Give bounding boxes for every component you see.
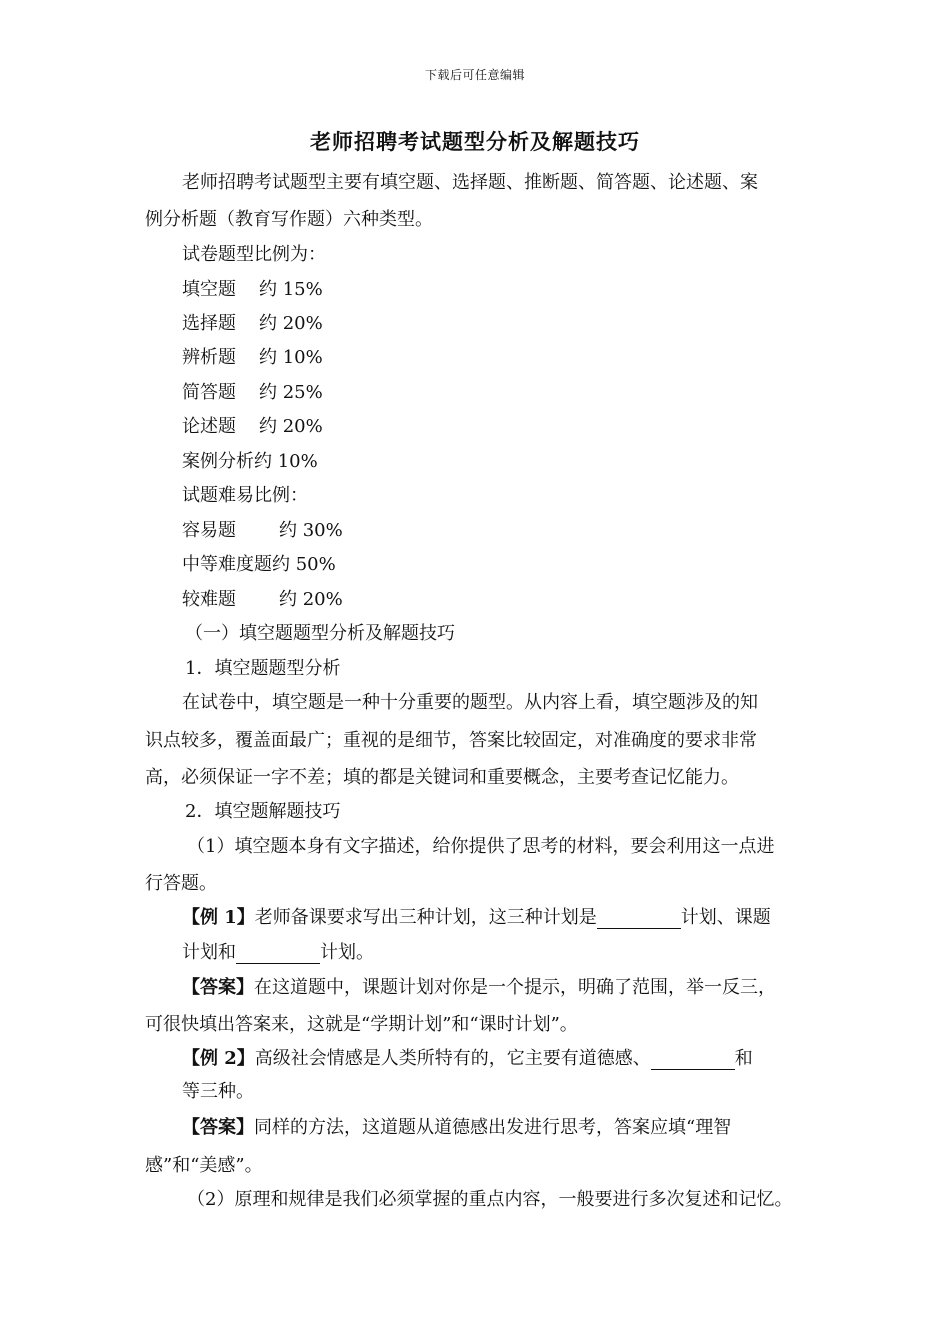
answer-blank [236,945,320,964]
subsection-heading: 1．填空题题型分析 [185,658,341,679]
example-text: 计划、课题 [680,907,771,928]
type-ratio-row [182,279,323,301]
type-ratio-row [182,416,323,438]
difficulty-value: 约 20% [279,589,343,610]
example-text: 计划和 [182,942,236,963]
example-2-line-2: 等三种。 [182,1081,254,1102]
type-ratio-row [182,313,323,335]
answer-label: 【答案】 [182,977,254,998]
type-value: 约 20% [259,416,323,437]
difficulty-value: 约 30% [279,520,343,541]
difficulty-ratio-heading: 试题难易比例： [182,485,308,506]
type-value: 约 10% [254,451,318,472]
example-label: 【例 1】 [182,907,255,928]
type-name: 填空题 [182,279,236,300]
type-name: 案例分析 [182,451,254,472]
difficulty-name: 较难题 [182,589,236,610]
answer-1-line-1 [182,977,776,999]
type-name: 辨析题 [182,347,236,368]
page-title: 老师招聘考试题型分析及解题技巧 [310,129,640,154]
example-1-line-1 [182,907,771,929]
answer-2-line-2: 感”和“美感”。 [145,1155,263,1176]
type-value: 约 20% [259,313,323,334]
answer-2-line-1 [182,1117,731,1139]
tip-2-line: （2）原理和规律是我们必须掌握的重点内容，一般要进行多次复述和记忆。 [187,1189,793,1210]
difficulty-name: 容易题 [182,520,236,541]
analysis-line-3: 高，必须保证一字不差；填的都是关键词和重要概念，主要考查记忆能力。 [145,767,739,788]
intro-line-1: 老师招聘考试题型主要有填空题、选择题、推断题、简答题、论述题、案 [182,172,758,193]
type-value: 约 10% [259,347,323,368]
intro-line-2: 例分析题（教育写作题）六种类型。 [145,209,433,230]
type-name: 简答题 [182,382,236,403]
answer-text: 在这道题中，课题计划对你是一个提示，明确了范围，举一反三， [254,977,776,998]
analysis-line-1: 在试卷中，填空题是一种十分重要的题型。从内容上看，填空题涉及的知 [182,692,758,713]
type-name: 选择题 [182,313,236,334]
answer-blank [597,910,681,929]
difficulty-name: 中等难度题 [182,554,272,575]
answer-text: 同样的方法，这道题从道德感出发进行思考，答案应填“理智 [254,1117,732,1138]
type-value: 约 25% [259,382,323,403]
type-name: 论述题 [182,416,236,437]
answer-1-line-2: 可很快填出答案来，这就是“学期计划”和“课时计划”。 [145,1014,578,1035]
difficulty-ratio-row [182,589,343,611]
header-note: 下载后可任意编辑 [424,68,525,82]
answer-blank [651,1051,735,1070]
type-ratio-row [182,347,323,369]
type-ratio-row [182,382,323,404]
example-text: 高级社会情感是人类所特有的，它主要有道德感、 [254,1048,651,1069]
tip-1-line-1: （1）填空题本身有文字描述，给你提供了思考的材料，要会利用这一点进 [187,836,775,857]
section-heading: （一）填空题题型分析及解题技巧 [185,623,455,644]
example-text: 老师备课要求写出三种计划，这三种计划是 [254,907,597,928]
answer-label: 【答案】 [182,1117,254,1138]
example-2-line-1 [182,1048,753,1070]
type-ratio-row [182,451,318,473]
analysis-line-2: 识点较多，覆盖面最广；重视的是细节，答案比较固定，对准确度的要求非常 [145,730,757,751]
subsection-heading: 2．填空题解题技巧 [185,801,341,822]
type-ratio-heading: 试卷题型比例为： [182,244,326,265]
example-text: 计划。 [320,942,374,963]
example-label: 【例 2】 [182,1048,255,1069]
example-text: 和 [734,1048,753,1069]
type-value: 约 15% [259,279,323,300]
tip-1-line-2: 行答题。 [145,873,217,894]
difficulty-ratio-row [182,554,336,576]
example-1-line-2 [182,942,374,964]
difficulty-ratio-row [182,520,343,542]
difficulty-value: 约 50% [272,554,336,575]
